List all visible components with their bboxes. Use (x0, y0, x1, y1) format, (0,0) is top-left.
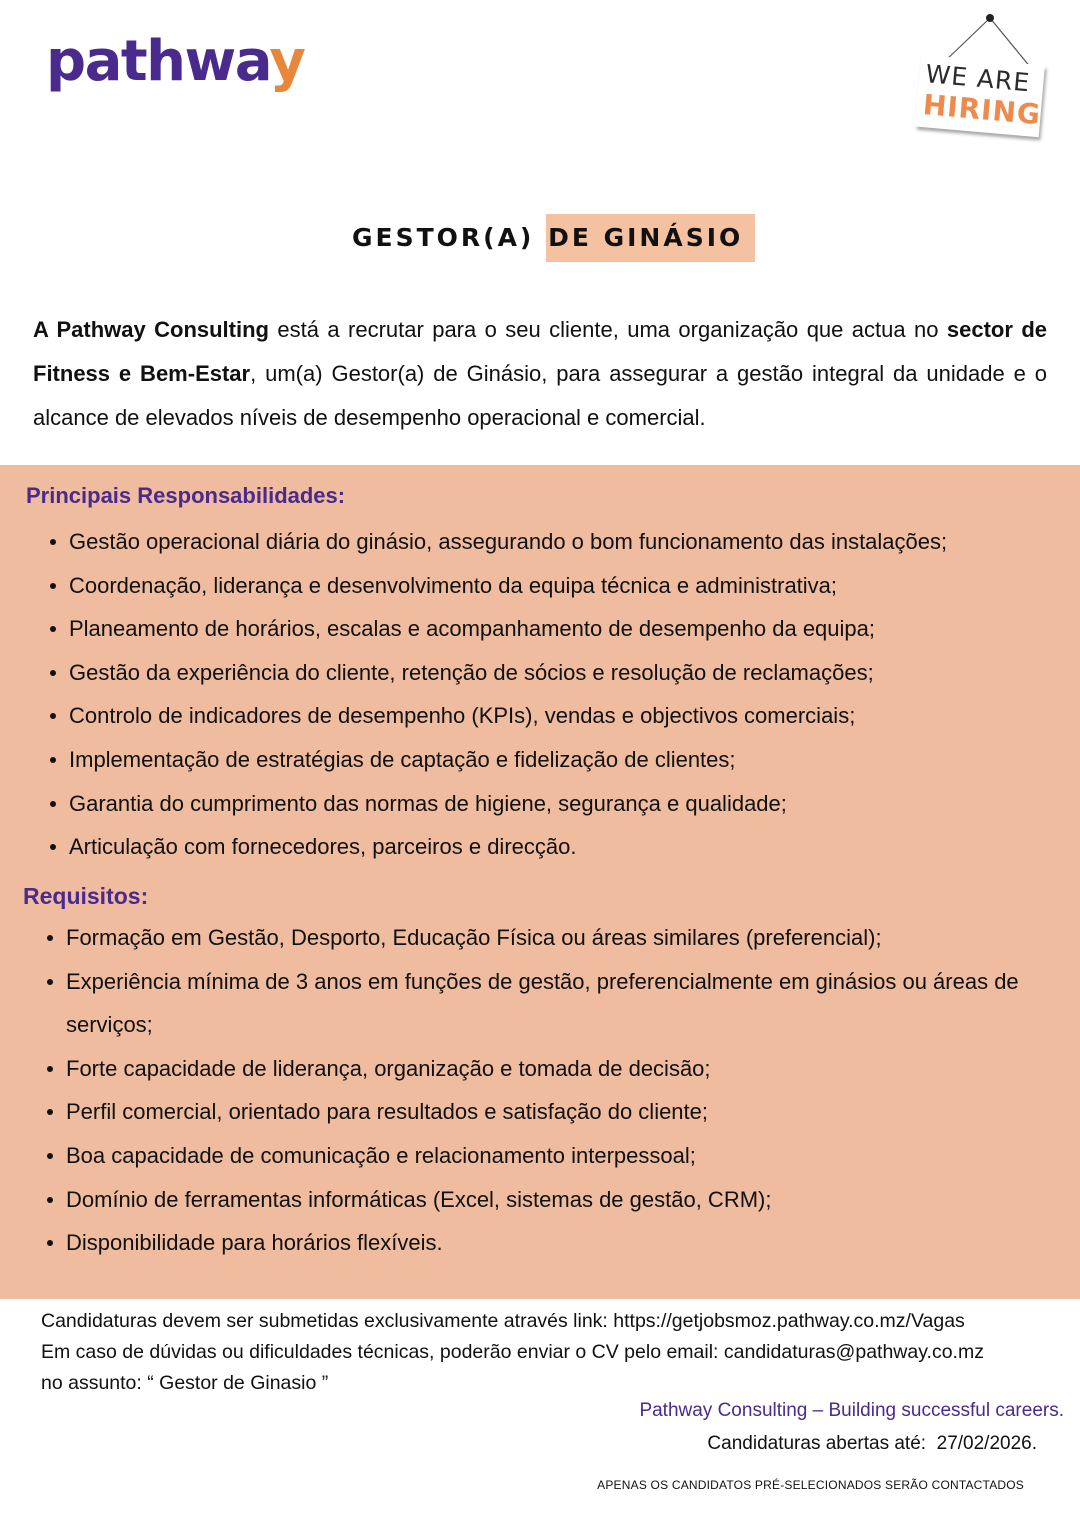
responsibilities-heading: Principais Responsabilidades: (26, 483, 346, 508)
we-are-hiring-sign (900, 8, 1060, 158)
list-item: Coordenação, liderança e desenvolvimento da equipa técnica e administrativa; (48, 564, 1058, 608)
list-item: Planeamento de horários, escalas e acompanhamento de desempenho da equipa; (48, 607, 1058, 651)
tagline: Pathway Consulting – Building successful careers. (639, 1400, 1064, 1421)
shortlist-notice: APENAS OS CANDIDATOS PRÉ-SELECIONADOS SERÃO CONTACTADOS (597, 1478, 1024, 1492)
apply-line[interactable]: Candidaturas devem ser submetidas exclusivamente através link: https://getjobsmoz.pathway.co.mz/Vagas (41, 1310, 965, 1332)
job-title (352, 214, 755, 262)
list-item: Domínio de ferramentas informáticas (Excel, sistemas de gestão, CRM); (45, 1178, 1065, 1222)
responsibilities-list (48, 520, 1058, 869)
deadline (707, 1433, 1037, 1455)
list-item: Garantia do cumprimento das normas de higiene, segurança e qualidade; (48, 782, 1058, 826)
hiring-card (915, 55, 1045, 138)
job-title-part1: GESTOR(A) (352, 223, 535, 252)
list-item: Gestão da experiência do cliente, retenção de sócios e resolução de reclamações; (48, 651, 1058, 695)
intro-text-2: , um(a) Gestor(a) de Ginásio, para assegurar a gestão integral da unidade e o alcance de elevados níveis de desempenho operacional e comercial. (33, 361, 1048, 430)
list-item: Disponibilidade para horários flexíveis. (45, 1221, 1065, 1265)
requirements-list (45, 916, 1065, 1265)
list-item: Formação em Gestão, Desporto, Educação Física ou áreas similares (preferencial); (45, 916, 1065, 960)
logo-accent-letter: y (269, 29, 305, 94)
list-item: Controlo de indicadores de desempenho (KPIs), vendas e objectivos comerciais; (48, 694, 1058, 738)
email-line[interactable]: Em caso de dúvidas ou dificuldades técnicas, poderão enviar o CV pelo email: candidaturas@pathway.co.mz (41, 1341, 984, 1363)
intro-paragraph (33, 308, 1047, 440)
hiring-line-we-are: WE ARE (924, 59, 1032, 98)
list-item: Experiência mínima de 3 anos em funções de gestão, preferencialmente em ginásios ou áreas de serviços; (45, 960, 1065, 1047)
list-item: Articulação com fornecedores, parceiros e direcção. (48, 825, 1058, 869)
list-item: Perfil comercial, orientado para resultados e satisfação do cliente; (45, 1090, 1065, 1134)
deadline-date: 27/02/2026. (936, 1433, 1037, 1454)
logo-text: pathwa (46, 29, 270, 94)
list-item: Implementação de estratégias de captação e fidelização de clientes; (48, 738, 1058, 782)
hiring-line-hiring: HIRING (921, 88, 1043, 132)
subject-line: no assunto: “ Gestor de Ginasio ” (41, 1372, 329, 1394)
intro-company: A Pathway Consulting (33, 317, 269, 342)
list-item: Gestão operacional diária do ginásio, assegurando o bom funcionamento das instalações; (48, 520, 1058, 564)
pathway-logo (46, 29, 305, 94)
deadline-label: Candidaturas abertas até: (707, 1433, 927, 1454)
pin-icon (986, 14, 994, 22)
application-instructions (41, 1306, 1061, 1399)
job-title-highlight: DE GINÁSIO (546, 214, 755, 262)
requirements-heading: Requisitos: (23, 883, 149, 909)
list-item: Forte capacidade de liderança, organização e tomada de decisão; (45, 1047, 1065, 1091)
intro-sector: sector de Fitness e Bem-Estar (33, 317, 1047, 386)
list-item: Boa capacidade de comunicação e relacionamento interpessoal; (45, 1134, 1065, 1178)
intro-text-1: está a recrutar para o seu cliente, uma organização que actua no (269, 317, 947, 342)
details-panel (0, 465, 1080, 1299)
